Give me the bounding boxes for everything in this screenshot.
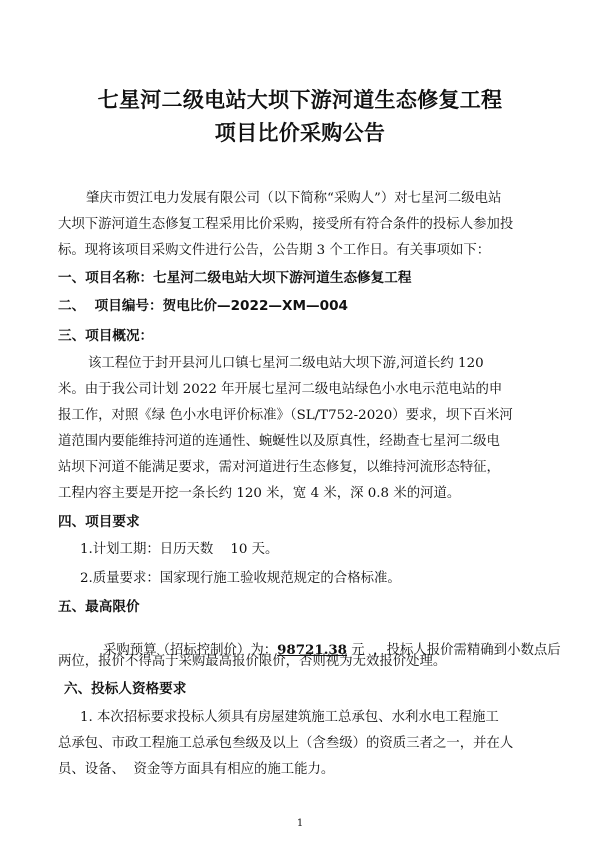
budget-amount: 98721.38 — [277, 642, 347, 658]
qualification-line-1: 1. 本次招标要求投标人须具有房屋建筑施工总承包、水利水电工程施工 — [80, 710, 499, 725]
section-6-heading: 六、投标人资格要求 — [64, 681, 187, 697]
budget-prefix: 采购预算（招标控制价）为： — [103, 643, 278, 658]
requirement-duration: 1.计划工期：日历天数 10 天。 — [80, 542, 279, 557]
section-2-label: 二、 项目编号： — [58, 298, 163, 314]
overview-line-2: 米。由于我公司计划 2022 年开展七星河二级电站绿色小水电示范电站的申 — [58, 382, 503, 397]
section-4-heading: 四、项目要求 — [58, 514, 140, 530]
document-title-line-1: 七星河二级电站大坝下游河道生态修复工程 — [97, 88, 503, 112]
price-limit-line-2: 两位，报价不得高于采购最高报价限价，否则视为无效报价处理。 — [58, 654, 447, 669]
section-1-label: 一、项目名称： — [58, 270, 154, 286]
intro-line-2: 大坝下游河道生态修复工程采用比价采购，接受所有符合条件的投标人参加投 — [58, 217, 514, 232]
project-number: 贺电比价—2022—XM—004 — [162, 298, 348, 314]
page-number: 1 — [296, 818, 304, 829]
intro-line-3: 标。现将该项目采购文件进行公告，公告期 3 个工作日。有关事项如下： — [58, 243, 491, 258]
overview-line-3: 报工作，对照《绿 色小水电评价标准》（SL/T752-2020）要求，坝下百米河 — [58, 408, 513, 423]
document-title-line-2: 项目比价采购公告 — [214, 121, 386, 145]
qualification-line-3: 员、设备、 资金等方面具有相应的施工能力。 — [58, 762, 335, 777]
requirement-quality: 2.质量要求：国家现行施工验收规范规定的合格标准。 — [80, 571, 401, 586]
section-2-heading — [58, 294, 348, 314]
overview-line-5: 站坝下河道不能满足要求，需对河道进行生态修复，以维持河流形态特征， — [58, 460, 500, 475]
intro-line-1: 肇庆市贺江电力发展有限公司（以下简称“采购人”）对七星河二级电站 — [86, 191, 502, 206]
section-5-heading: 五、最高限价 — [58, 599, 140, 615]
qualification-line-2: 总承包、市政工程施工总承包叁级及以上（含叁级）的资质三者之一，并在人 — [58, 736, 514, 751]
project-name: 七星河二级电站大坝下游河道生态修复工程 — [153, 270, 412, 286]
overview-line-6: 工程内容主要是开挖一条长约 120 米，宽 4 米，深 0.8 米的河道。 — [58, 486, 461, 501]
section-3-heading: 三、项目概况： — [58, 328, 154, 344]
overview-line-1: 该工程位于封开县河儿口镇七星河二级电站大坝下游,河道长约 120 — [88, 356, 484, 371]
overview-line-4: 道范围内要能维持河道的连通性、蜿蜒性以及原真性，经勘查七星河二级电 — [58, 434, 500, 449]
section-1-heading — [58, 266, 411, 286]
budget-suffix: 元 ，投标人报价需精确到小数点后 — [347, 643, 561, 658]
